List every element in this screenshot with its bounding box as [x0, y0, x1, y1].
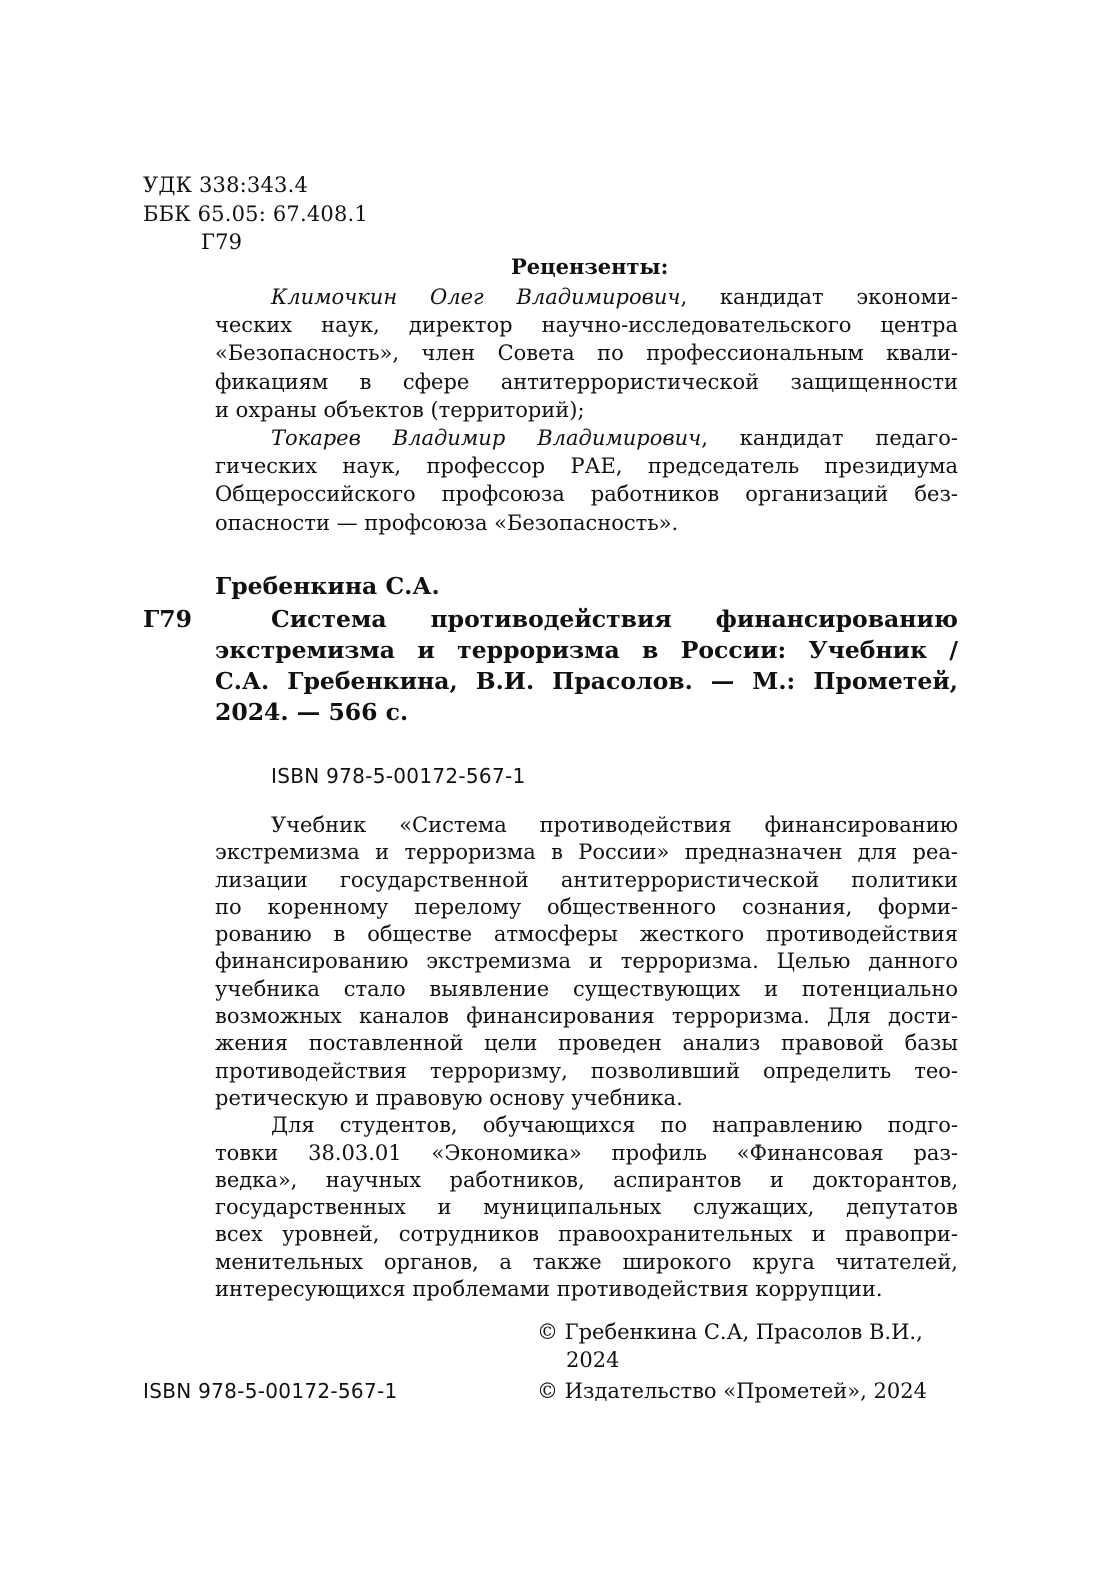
entry-line: С.А. Гребенкина, В.И. Прасолов. — М.: Прометей, [215, 667, 958, 695]
abstract-line: интересующихся проблемами противодействия коррупции. [215, 1277, 883, 1302]
abstract-line: ретическую и правовую основу учебника. [215, 1085, 683, 1110]
copyright-authors-year: 2024 [566, 1348, 620, 1372]
reviewer-1-line: ческих наук, директор научно-исследовательского центра [215, 313, 958, 338]
entry-author: Гребенкина С.А. [215, 572, 440, 600]
entry-line: Система противодействия финансированию [271, 605, 958, 633]
reviewer-1-line: «Безопасность», член Совета по профессиональным квали- [215, 341, 958, 366]
reviewer-1-name: Климочкин Олег Владимирович [271, 285, 681, 309]
reviewer-1-line: и охраны объектов (территорий); [215, 397, 585, 422]
udk-code: УДК 338:343.4 [143, 173, 309, 197]
abstract-line: Учебник «Система противодействия финансированию [271, 813, 958, 837]
abstract-line: противодействия терроризму, позволивший определить тео- [215, 1058, 958, 1083]
abstract-line: ведка», научных работников, аспирантов и докторантов, [215, 1167, 958, 1192]
reviewer-2-line: Общероссийского профсоюза работников организаций без- [215, 482, 958, 507]
abstract-line: всех уровней, сотрудников правоохранительных и правопри- [215, 1222, 958, 1247]
abstract-line: лизации государственной антитеррористической политики [215, 867, 958, 892]
isbn-entry: ISBN 978-5-00172-567-1 [271, 764, 526, 788]
abstract-line: учебника стало выявление существующих и потенциально [215, 976, 958, 1001]
abstract-line: жения поставленной цели проведен анализ правовой базы [215, 1031, 958, 1056]
reviewer-1 [215, 283, 958, 424]
abstract-line: возможных каналов финансирования терроризма. Для дости- [215, 1004, 958, 1029]
reviewer-2-line: гических наук, профессор РАЕ, председатель президиума [215, 454, 958, 479]
reviewer-1-line: Климочкин Олег Владимирович, кандидат экономи- [271, 285, 958, 309]
entry-line: экстремизма и терроризма в России: Учебник / [215, 636, 958, 664]
abstract [215, 812, 958, 1303]
abstract-line: Для студентов, обучающихся по направлению подго- [271, 1113, 958, 1138]
copyright-authors: © Гребенкина С.А, Прасолов В.И., [537, 1320, 923, 1344]
isbn-bottom: ISBN 978-5-00172-567-1 [143, 1379, 398, 1403]
reviewer-2-line: Токарев Владимир Владимирович, кандидат педаго- [271, 426, 958, 450]
entry-description [215, 604, 958, 728]
abstract-line: финансированию экстремизма и терроризма. Целью данного [215, 949, 958, 974]
abstract-line: менительных органов, а также широкого круга читателей, [215, 1249, 958, 1274]
reviewers-heading: Рецензенты: [511, 254, 669, 279]
abstract-line: товки 38.03.01 «Экономика» профиль «Финансовая раз- [215, 1140, 958, 1165]
reviewer-2-name: Токарев Владимир Владимирович [271, 426, 702, 450]
abstract-line: по коренному перелому общественного сознания, форми- [215, 894, 958, 919]
bbk-code: ББК 65.05: 67.408.1 [143, 202, 368, 226]
abstract-line: рованию в обществе атмосферы жесткого противодействия [215, 922, 958, 947]
entry-line: 2024. — 566 с. [215, 698, 409, 726]
copyright-publisher: © Издательство «Прометей», 2024 [537, 1379, 927, 1403]
author-mark-code: Г79 [201, 230, 243, 254]
reviewer-2 [215, 424, 958, 537]
abstract-line: экстремизма и терроризма в России» предназначен для реа- [215, 840, 958, 865]
entry-code: Г79 [143, 605, 192, 633]
abstract-line: государственных и муниципальных служащих, депутатов [215, 1195, 958, 1220]
reviewer-1-line: фикациям в сфере антитеррористической защищенности [215, 369, 958, 394]
reviewer-2-line: опасности — профсоюза «Безопасность». [215, 510, 679, 535]
